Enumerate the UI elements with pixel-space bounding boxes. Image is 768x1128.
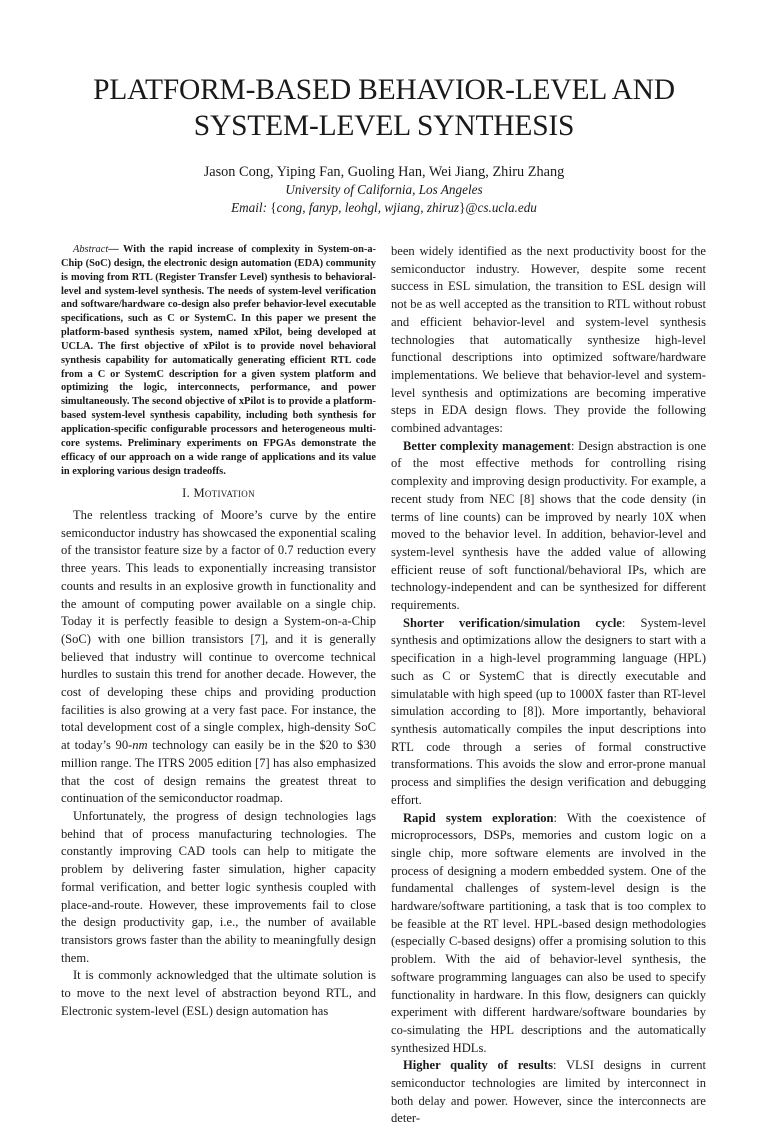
paragraph-motivation-2: Unfortunately, the progress of design technologies lags behind that of process manufacturing technologies. The constantly improving CAD tools can help to mitigate the problem by delivering faster simulation, higher capacity formal verification, and better logic synthesis coupled with place-and-route. However, these improvements fail to close the design productivity gap, i.e., the number of available transistors grows faster than the ability to meaningfully design them. — [61, 809, 376, 965]
left-column — [61, 243, 376, 1020]
email-names: cong, fanyp, leohgl, wjiang, zhiruz — [276, 200, 460, 215]
paragraph-exploration — [391, 810, 706, 1058]
paragraph-verification — [391, 615, 706, 810]
title-line-2: SYSTEM-LEVEL SYNTHESIS — [193, 110, 575, 142]
email-line — [40, 199, 728, 217]
email-brace-close: } — [459, 200, 466, 215]
section-number: I. — [182, 486, 194, 501]
section-heading-motivation — [61, 485, 376, 503]
section-title: Motivation — [193, 486, 255, 501]
email-domain: @cs.ucla.edu — [465, 200, 537, 215]
paragraph-text: : With the coexistence of microprocessors, DSPs, memories and custom logic on a single chip, more software elements are involved in the process of designing a modern embedded system. One of the fundamental challenges of system-level design is the hardware/software partitioning, a task that is too complex to be feasible at the RT level. HPL-based design methodologies (especially C-based designs) offer a promising solution to this problem. With the aid of behavior-level synthesis, the software programming languages can also be used to specify functionality in hardware. In this flow, designers can quickly experiment with different hardware/software boundaries by co-simulating the HPL descriptions and the automatically synthesized HDLs. — [391, 810, 706, 1055]
paragraph-continued: been widely identified as the next productivity boost for the semiconductor industry. However, despite some recent success in ESL simulation, the transition to ESL design will not be as well accepted as the transition to RTL without robust and efficient behavior-level and system-level synthesis technologies that automatically synthesize high-level functional descriptions into optimized software/hardware implementations. We believe that behavior-level and system-level synthesis and optimizations are becoming imperative steps in EDA design flows. They provide the following combined advantages: — [391, 244, 706, 436]
run-in-heading: Better complexity management — [403, 438, 571, 453]
abstract-lead: Abstract — [73, 244, 109, 255]
email-prefix: Email: — [231, 200, 271, 215]
paragraph-text: : VLSI designs in current semiconductor technologies are limited by interconnect in both delay and power. However, since the interconnects are deter- — [391, 1058, 706, 1126]
paragraph-text: : Design abstraction is one of the most effective methods for controlling rising complexity and improving design productivity. For example, a recent study from NEC [8] shows that the code density (in terms of line counts) can be improved by nearly 10X when moved to the behavior level. In addition, behavior-level and system-level synthesis have the added value of allowing efficient reuse of soft functional/behavioral IPs, which are technology-independent and can be synthesized for different requirements. — [391, 438, 707, 613]
paragraph-text: technology can easily be in the $20 to $30 million range. The ITRS 2005 edition [7] has also emphasized that the cost of design remains the greatest threat to continuation of the semiconductor roadmap. — [61, 738, 376, 806]
author-list: Jason Cong, Yiping Fan, Guoling Han, Wei Jiang, Zhiru Zhang — [203, 164, 565, 180]
paper-title — [40, 72, 728, 144]
paragraph-motivation-3: It is commonly acknowledged that the ultimate solution is to move to the next level of abstraction beyond RTL, and Electronic system-level (ESL) design automation has — [61, 968, 376, 1018]
nm-unit: nm — [132, 738, 148, 753]
abstract-text: — With the rapid increase of complexity in System-on-a-Chip (SoC) design, the electronic design automation (EDA) community is moving from RTL (Register Transfer Level) synthesis to behavioral-level and system-level synthesis. The needs of system-level verification and software/hardware co-design also prefer behavior-level executable specifications, such as C or SystemC. In this paper we present the platform-based synthesis system, named xPilot, being developed at UCLA. The first objective of xPilot is to provide novel behavioral synthesis capability for automatically generating efficient RTL code from a C or SystemC description for a given system platform and optimizing the logic, interconnects, performance, and power simultaneously. The second objective of xPilot is to provide a platform-based system-level synthesis capability, including both synthesis for application-specific configurable processors and heterogeneous multi-core systems. Preliminary experiments on FPGAs demonstrate the efficacy of our approach on a wide range of applications and its value in exploring various design tradeoffs. — [61, 244, 376, 477]
title-line-1: PLATFORM-BASED BEHAVIOR-LEVEL AND — [93, 74, 675, 106]
run-in-heading: Shorter verification/simulation cycle — [403, 615, 622, 630]
paragraph-text: The relentless tracking of Moore’s curve by the entire semiconductor industry has showcased the exponential scaling of the transistor feature size by a factor of 0.7 reduction every three years. This leads to exponentially increasing transistor counts and results in an explosive growth in functionality and the amount of computing power available on a single chip. Today it is perfectly feasible to design a System-on-a-Chip (SoC) with one billion transistors [7], and it is generally believed that industry will continue to overcome technical hurdles to sustain this trend for another decade. However, the cost of developing these chips and providing production facilities is also growing at a very fast pace. For instance, the total development cost of a single complex, high-density SoC at today’s 90- — [61, 508, 376, 753]
paragraph-complexity — [391, 438, 706, 615]
run-in-heading: Higher quality of results — [403, 1058, 554, 1073]
paragraph-quality — [391, 1057, 706, 1128]
email-brace-open: { — [270, 200, 277, 215]
run-in-heading: Rapid system exploration — [403, 810, 554, 825]
right-column — [391, 243, 706, 1128]
affiliation: University of California, Los Angeles — [285, 182, 483, 197]
abstract — [61, 243, 376, 478]
paragraph-text: : System-level synthesis and optimizations allow the designers to start with a specification in a high-level programming language (HPL) such as C or SystemC that is directly executable and simulatable with high speed (up to 1000X faster than RT-level simulation according to [8]). More importantly, behavioral synthesis automatically compiles the input descriptions into RTL code through a series of formal constructive transformations. This avoids the slow and error-prone manual process and simplifies the design verification and debugging effort. — [391, 615, 706, 807]
paragraph-motivation-1 — [61, 507, 376, 808]
